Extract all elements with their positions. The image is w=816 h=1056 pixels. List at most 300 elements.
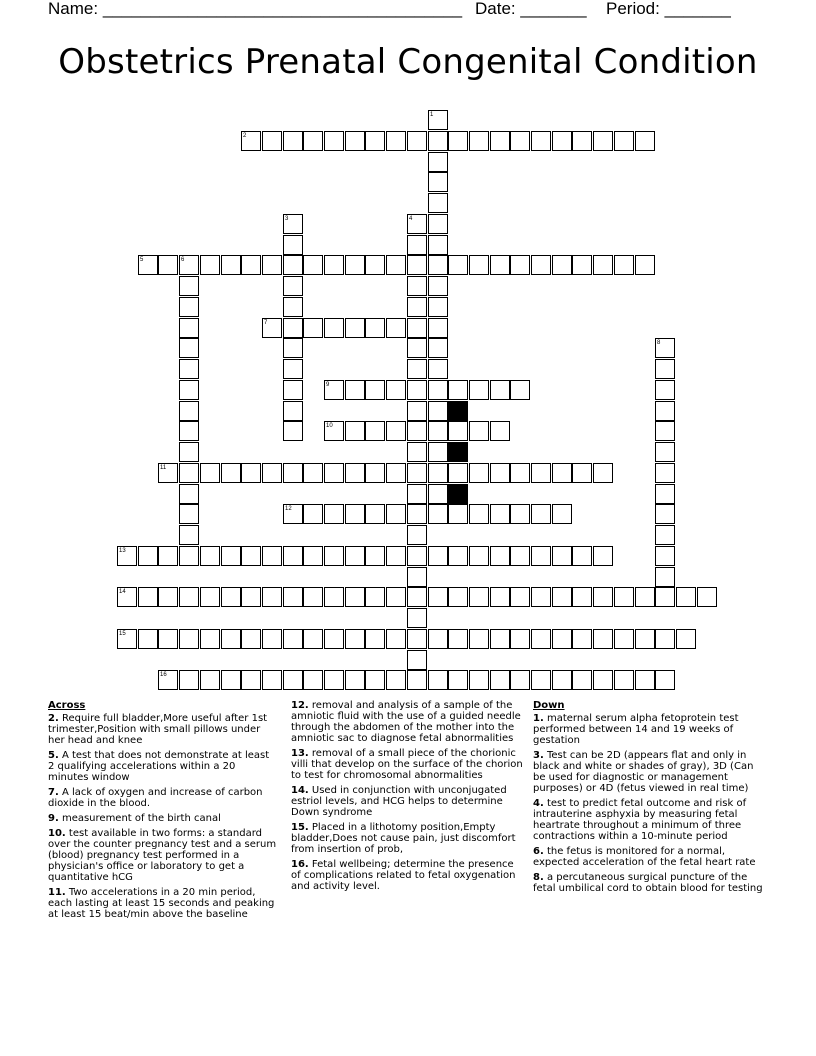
answer-cell[interactable] (428, 546, 448, 566)
answer-cell[interactable] (303, 629, 323, 649)
answer-cell[interactable] (428, 401, 448, 421)
answer-cell[interactable] (469, 587, 489, 607)
answer-cell[interactable] (179, 442, 199, 462)
answer-cell[interactable] (241, 629, 261, 649)
answer-cell[interactable] (303, 587, 323, 607)
answer-cell[interactable] (407, 214, 427, 234)
answer-cell[interactable] (655, 670, 675, 690)
answer-cell[interactable] (386, 255, 406, 275)
answer-cell[interactable] (386, 318, 406, 338)
answer-cell[interactable] (635, 587, 655, 607)
answer-cell[interactable] (635, 131, 655, 151)
answer-cell[interactable] (572, 463, 592, 483)
answer-cell[interactable] (510, 380, 530, 400)
answer-cell[interactable] (324, 131, 344, 151)
answer-cell[interactable] (345, 629, 365, 649)
answer-cell[interactable] (386, 463, 406, 483)
answer-cell[interactable] (593, 131, 613, 151)
answer-cell[interactable] (469, 131, 489, 151)
answer-cell[interactable] (283, 276, 303, 296)
answer-cell[interactable] (324, 318, 344, 338)
answer-cell[interactable] (428, 235, 448, 255)
answer-cell[interactable] (552, 587, 572, 607)
answer-cell[interactable] (448, 504, 468, 524)
answer-cell[interactable] (490, 504, 510, 524)
answer-cell[interactable] (365, 463, 385, 483)
answer-cell[interactable] (428, 338, 448, 358)
answer-cell[interactable] (179, 629, 199, 649)
answer-cell[interactable] (117, 587, 137, 607)
answer-cell[interactable] (593, 546, 613, 566)
answer-cell[interactable] (365, 255, 385, 275)
answer-cell[interactable] (407, 670, 427, 690)
answer-cell[interactable] (345, 380, 365, 400)
answer-cell[interactable] (386, 670, 406, 690)
clue-item (48, 787, 278, 809)
answer-cell[interactable] (365, 131, 385, 151)
answer-cell[interactable] (407, 484, 427, 504)
answer-cell[interactable] (655, 567, 675, 587)
answer-cell[interactable] (510, 255, 530, 275)
answer-cell[interactable] (345, 587, 365, 607)
answer-cell[interactable] (490, 131, 510, 151)
answer-cell[interactable] (676, 587, 696, 607)
answer-cell[interactable] (428, 297, 448, 317)
answer-cell[interactable] (407, 546, 427, 566)
answer-cell[interactable] (283, 463, 303, 483)
answer-cell[interactable] (552, 546, 572, 566)
clue-text: test to predict fetal outcome and risk of intrauterine asphyxia by measuring fetal heartrate throughout a minimum of three contractions within a 10-minute period (533, 798, 747, 842)
answer-cell[interactable] (469, 380, 489, 400)
answer-cell[interactable] (283, 401, 303, 421)
answer-cell[interactable] (221, 587, 241, 607)
answer-cell[interactable] (407, 463, 427, 483)
answer-cell[interactable] (303, 463, 323, 483)
down-clues-column (533, 700, 765, 898)
answer-cell[interactable] (407, 235, 427, 255)
answer-cell[interactable] (448, 463, 468, 483)
answer-cell[interactable] (158, 255, 178, 275)
answer-cell[interactable] (365, 629, 385, 649)
answer-cell[interactable] (428, 318, 448, 338)
answer-cell[interactable] (386, 421, 406, 441)
clue-number: 11. (48, 887, 66, 898)
answer-cell[interactable] (179, 587, 199, 607)
answer-cell[interactable] (655, 504, 675, 524)
answer-cell[interactable] (179, 670, 199, 690)
answer-cell[interactable] (593, 629, 613, 649)
answer-cell[interactable] (531, 255, 551, 275)
clue-number-label: 3 (285, 216, 289, 222)
clue-item (48, 813, 278, 824)
answer-cell[interactable] (158, 546, 178, 566)
answer-cell[interactable] (345, 318, 365, 338)
answer-cell[interactable] (158, 463, 178, 483)
clue-item (48, 750, 278, 783)
answer-cell[interactable] (345, 504, 365, 524)
answer-cell[interactable] (365, 504, 385, 524)
answer-cell[interactable] (552, 629, 572, 649)
answer-cell[interactable] (324, 421, 344, 441)
answer-cell[interactable] (655, 401, 675, 421)
answer-cell[interactable] (138, 587, 158, 607)
answer-cell[interactable] (428, 421, 448, 441)
clue-number-label: 10 (326, 423, 333, 429)
answer-cell[interactable] (531, 587, 551, 607)
answer-cell[interactable] (241, 546, 261, 566)
answer-cell[interactable] (303, 318, 323, 338)
answer-cell[interactable] (428, 193, 448, 213)
answer-cell[interactable] (697, 587, 717, 607)
answer-cell[interactable] (593, 587, 613, 607)
answer-cell[interactable] (324, 255, 344, 275)
clue-item (48, 887, 278, 920)
answer-cell[interactable] (510, 504, 530, 524)
answer-cell[interactable] (138, 546, 158, 566)
answer-cell[interactable] (345, 463, 365, 483)
answer-cell[interactable] (510, 131, 530, 151)
answer-cell[interactable] (345, 670, 365, 690)
black-cell (448, 401, 468, 421)
answer-cell[interactable] (490, 670, 510, 690)
answer-cell[interactable] (303, 255, 323, 275)
answer-cell[interactable] (283, 670, 303, 690)
answer-cell[interactable] (283, 421, 303, 441)
answer-cell[interactable] (283, 235, 303, 255)
answer-cell[interactable] (407, 380, 427, 400)
answer-cell[interactable] (531, 131, 551, 151)
answer-cell[interactable] (179, 297, 199, 317)
answer-cell[interactable] (572, 587, 592, 607)
answer-cell[interactable] (428, 359, 448, 379)
answer-cell[interactable] (179, 359, 199, 379)
answer-cell[interactable] (262, 546, 282, 566)
answer-cell[interactable] (407, 318, 427, 338)
answer-cell[interactable] (469, 504, 489, 524)
answer-cell[interactable] (303, 131, 323, 151)
answer-cell[interactable] (365, 587, 385, 607)
answer-cell[interactable] (179, 504, 199, 524)
answer-cell[interactable] (552, 670, 572, 690)
answer-cell[interactable] (448, 670, 468, 690)
answer-cell[interactable] (241, 587, 261, 607)
answer-cell[interactable] (407, 567, 427, 587)
answer-cell[interactable] (655, 525, 675, 545)
answer-cell[interactable] (324, 629, 344, 649)
answer-cell[interactable] (407, 255, 427, 275)
answer-cell[interactable] (428, 587, 448, 607)
answer-cell[interactable] (345, 255, 365, 275)
answer-cell[interactable] (510, 629, 530, 649)
answer-cell[interactable] (262, 629, 282, 649)
answer-cell[interactable] (262, 318, 282, 338)
answer-cell[interactable] (448, 131, 468, 151)
answer-cell[interactable] (593, 463, 613, 483)
answer-cell[interactable] (531, 504, 551, 524)
answer-cell[interactable] (428, 670, 448, 690)
answer-cell[interactable] (324, 670, 344, 690)
answer-cell[interactable] (262, 670, 282, 690)
answer-cell[interactable] (324, 380, 344, 400)
answer-cell[interactable] (635, 629, 655, 649)
answer-cell[interactable] (510, 463, 530, 483)
clue-number-label: 6 (181, 257, 185, 263)
answer-cell[interactable] (448, 380, 468, 400)
answer-cell[interactable] (200, 463, 220, 483)
answer-cell[interactable] (262, 255, 282, 275)
answer-cell[interactable] (158, 670, 178, 690)
answer-cell[interactable] (283, 359, 303, 379)
answer-cell[interactable] (448, 629, 468, 649)
answer-cell[interactable] (552, 131, 572, 151)
answer-cell[interactable] (655, 421, 675, 441)
answer-cell[interactable] (490, 421, 510, 441)
black-cell (448, 442, 468, 462)
answer-cell[interactable] (655, 380, 675, 400)
answer-cell[interactable] (552, 463, 572, 483)
answer-cell[interactable] (407, 629, 427, 649)
answer-cell[interactable] (469, 255, 489, 275)
answer-cell[interactable] (614, 131, 634, 151)
answer-cell[interactable] (428, 463, 448, 483)
answer-cell[interactable] (241, 255, 261, 275)
answer-cell[interactable] (469, 421, 489, 441)
answer-cell[interactable] (324, 546, 344, 566)
answer-cell[interactable] (283, 629, 303, 649)
answer-cell[interactable] (655, 546, 675, 566)
answer-cell[interactable] (386, 131, 406, 151)
answer-cell[interactable] (490, 629, 510, 649)
answer-cell[interactable] (179, 338, 199, 358)
answer-cell[interactable] (407, 297, 427, 317)
answer-cell[interactable] (448, 546, 468, 566)
answer-cell[interactable] (386, 380, 406, 400)
answer-cell[interactable] (179, 421, 199, 441)
answer-cell[interactable] (179, 318, 199, 338)
down-heading: Down (533, 700, 565, 711)
clue-text: Test can be 2D (appears flat and only in black and white or shades of gray), 3D (Can be used for diagnostic or management purposes) or 4D (fetus viewed in real time) (533, 750, 754, 794)
answer-cell[interactable] (407, 504, 427, 524)
answer-cell[interactable] (283, 255, 303, 275)
answer-cell[interactable] (614, 587, 634, 607)
answer-cell[interactable] (428, 484, 448, 504)
answer-cell[interactable] (200, 546, 220, 566)
answer-cell[interactable] (221, 255, 241, 275)
answer-cell[interactable] (324, 587, 344, 607)
answer-cell[interactable] (365, 670, 385, 690)
answer-cell[interactable] (448, 421, 468, 441)
answer-cell[interactable] (179, 463, 199, 483)
answer-cell[interactable] (635, 255, 655, 275)
answer-cell[interactable] (221, 546, 241, 566)
answer-cell[interactable] (179, 525, 199, 545)
answer-cell[interactable] (283, 131, 303, 151)
answer-cell[interactable] (365, 380, 385, 400)
answer-cell[interactable] (469, 629, 489, 649)
answer-cell[interactable] (179, 255, 199, 275)
answer-cell[interactable] (241, 670, 261, 690)
answer-cell[interactable] (179, 484, 199, 504)
answer-cell[interactable] (510, 546, 530, 566)
answer-cell[interactable] (490, 255, 510, 275)
answer-cell[interactable] (200, 255, 220, 275)
answer-cell[interactable] (407, 525, 427, 545)
answer-cell[interactable] (572, 131, 592, 151)
answer-cell[interactable] (365, 318, 385, 338)
clue-text: measurement of the birth canal (61, 813, 221, 824)
answer-cell[interactable] (283, 318, 303, 338)
answer-cell[interactable] (386, 504, 406, 524)
answer-cell[interactable] (428, 380, 448, 400)
answer-cell[interactable] (614, 255, 634, 275)
answer-cell[interactable] (221, 463, 241, 483)
answer-cell[interactable] (283, 214, 303, 234)
answer-cell[interactable] (407, 587, 427, 607)
answer-cell[interactable] (655, 338, 675, 358)
answer-cell[interactable] (407, 276, 427, 296)
answer-cell[interactable] (386, 587, 406, 607)
answer-cell[interactable] (407, 338, 427, 358)
clue-item (291, 859, 523, 892)
answer-cell[interactable] (283, 546, 303, 566)
answer-cell[interactable] (179, 276, 199, 296)
answer-cell[interactable] (117, 546, 137, 566)
answer-cell[interactable] (655, 484, 675, 504)
answer-cell[interactable] (490, 587, 510, 607)
answer-cell[interactable] (655, 359, 675, 379)
answer-cell[interactable] (386, 629, 406, 649)
answer-cell[interactable] (262, 131, 282, 151)
clue-number: 13. (291, 748, 309, 759)
answer-cell[interactable] (221, 670, 241, 690)
answer-cell[interactable] (283, 380, 303, 400)
answer-cell[interactable] (407, 650, 427, 670)
answer-cell[interactable] (324, 463, 344, 483)
answer-cell[interactable] (552, 255, 572, 275)
answer-cell[interactable] (428, 276, 448, 296)
answer-cell[interactable] (179, 546, 199, 566)
answer-cell[interactable] (428, 629, 448, 649)
answer-cell[interactable] (179, 380, 199, 400)
answer-cell[interactable] (407, 608, 427, 628)
answer-cell[interactable] (655, 442, 675, 462)
answer-cell[interactable] (158, 629, 178, 649)
answer-cell[interactable] (531, 463, 551, 483)
clue-number-label: 13 (119, 548, 126, 554)
answer-cell[interactable] (531, 629, 551, 649)
answer-cell[interactable] (428, 131, 448, 151)
answer-cell[interactable] (179, 401, 199, 421)
answer-cell[interactable] (510, 587, 530, 607)
answer-cell[interactable] (448, 255, 468, 275)
puzzle-title: Obstetrics Prenatal Congenital Condition (58, 42, 758, 82)
answer-cell[interactable] (365, 546, 385, 566)
answer-cell[interactable] (345, 546, 365, 566)
answer-cell[interactable] (283, 297, 303, 317)
answer-cell[interactable] (614, 629, 634, 649)
answer-cell[interactable] (572, 255, 592, 275)
answer-cell[interactable] (407, 442, 427, 462)
answer-cell[interactable] (283, 504, 303, 524)
answer-cell[interactable] (158, 587, 178, 607)
name-line: ______________________________________ (102, 0, 463, 18)
answer-cell[interactable] (448, 587, 468, 607)
answer-cell[interactable] (572, 670, 592, 690)
answer-cell[interactable] (572, 546, 592, 566)
across-heading: Across (48, 700, 86, 711)
answer-cell[interactable] (345, 131, 365, 151)
answer-cell[interactable] (655, 629, 675, 649)
answer-cell[interactable] (510, 670, 530, 690)
answer-cell[interactable] (552, 504, 572, 524)
clue-number-label: 4 (409, 216, 413, 222)
answer-cell[interactable] (241, 463, 261, 483)
answer-cell[interactable] (428, 110, 448, 130)
answer-cell[interactable] (531, 670, 551, 690)
answer-cell[interactable] (469, 546, 489, 566)
answer-cell[interactable] (303, 504, 323, 524)
answer-cell[interactable] (262, 587, 282, 607)
answer-cell[interactable] (593, 255, 613, 275)
answer-cell[interactable] (428, 152, 448, 172)
answer-cell[interactable] (635, 670, 655, 690)
answer-cell[interactable] (200, 629, 220, 649)
answer-cell[interactable] (655, 463, 675, 483)
answer-cell[interactable] (428, 255, 448, 275)
answer-cell[interactable] (138, 629, 158, 649)
answer-cell[interactable] (407, 401, 427, 421)
answer-cell[interactable] (303, 546, 323, 566)
answer-cell[interactable] (490, 463, 510, 483)
answer-cell[interactable] (428, 172, 448, 192)
answer-cell[interactable] (428, 504, 448, 524)
answer-cell[interactable] (283, 587, 303, 607)
answer-cell[interactable] (655, 587, 675, 607)
clue-number: 16. (291, 859, 309, 870)
answer-cell[interactable] (283, 338, 303, 358)
answer-cell[interactable] (469, 670, 489, 690)
name-label: Name: (48, 0, 99, 18)
answer-cell[interactable] (428, 214, 448, 234)
answer-cell[interactable] (428, 442, 448, 462)
answer-cell[interactable] (614, 670, 634, 690)
clue-text: maternal serum alpha fetoprotein test performed between 14 and 19 weeks of gestation (533, 713, 739, 746)
answer-cell[interactable] (345, 421, 365, 441)
answer-cell[interactable] (490, 380, 510, 400)
answer-cell[interactable] (386, 546, 406, 566)
answer-cell[interactable] (138, 255, 158, 275)
answer-cell[interactable] (407, 359, 427, 379)
answer-cell[interactable] (200, 670, 220, 690)
answer-cell[interactable] (324, 504, 344, 524)
answer-cell[interactable] (407, 421, 427, 441)
answer-cell[interactable] (241, 131, 261, 151)
answer-cell[interactable] (676, 629, 696, 649)
answer-cell[interactable] (221, 629, 241, 649)
answer-cell[interactable] (490, 546, 510, 566)
answer-cell[interactable] (262, 463, 282, 483)
answer-cell[interactable] (117, 629, 137, 649)
answer-cell[interactable] (365, 421, 385, 441)
answer-cell[interactable] (407, 131, 427, 151)
answer-cell[interactable] (469, 463, 489, 483)
clue-number-label: 1 (430, 112, 434, 118)
answer-cell[interactable] (572, 629, 592, 649)
answer-cell[interactable] (531, 546, 551, 566)
answer-cell[interactable] (593, 670, 613, 690)
answer-cell[interactable] (303, 670, 323, 690)
answer-cell[interactable] (200, 587, 220, 607)
